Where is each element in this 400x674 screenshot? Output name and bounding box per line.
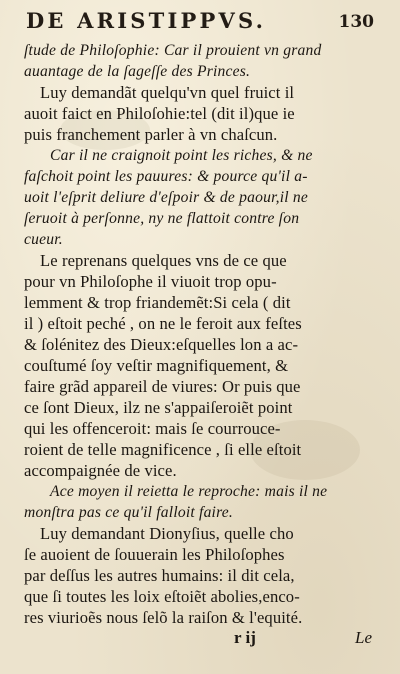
body-text (24, 40, 380, 628)
text-line: ſe auoient de ſouuerain les Philoſophes (24, 545, 285, 564)
text-line: accompaignée de vice. (24, 461, 177, 480)
text-line: ſeruoit à perſonne, ny ne flattoit contre ſon (24, 210, 300, 227)
page-header (26, 8, 382, 36)
text-line: faſchoit point les pauures: & pource qu'il a- (24, 168, 308, 185)
text-line: faire grãd appareil de viures: Or puis que (24, 377, 301, 396)
catchword: Le (355, 628, 372, 647)
text-line: qui les offenceroit: mais ſe courrouce- (24, 419, 281, 438)
text-line: & ſolénitez des Dieux:eſquelles lon a ac- (24, 335, 299, 354)
text-line: auantage de la ſageſſe des Princes. (24, 63, 251, 80)
text-line: il ) eſtoit peché , on ne le feroit aux feſtes (24, 314, 302, 333)
page-number: 130 (338, 12, 374, 32)
text-line: auoit faict en Philoſohie:tel (dit il)que ie (24, 104, 295, 123)
text-line: que ſi toutes les loix eſtoiẽt abolies,enco- (24, 587, 300, 606)
text-line: Luy demandant Dionyſius, quelle cho (40, 524, 294, 543)
text-line: Car il ne craignoit point les riches, & ne (50, 147, 313, 164)
text-line: roient de telle magnificence , ſi elle eſtoit (24, 440, 302, 459)
text-line: monſtra pas ce qu'il falloit faire. (24, 504, 234, 521)
text-line: res viurioẽs nous ſelõ la raiſon & l'equité. (24, 608, 303, 627)
text-line: uoit l'eſprit deliure d'eſpoir & de paour,il ne (24, 189, 309, 206)
page-footer (24, 628, 380, 652)
text-line: Ace moyen il reietta le reproche: mais il ne (50, 483, 328, 500)
running-head: DE ARISTIPPVS. (26, 8, 267, 33)
text-line: puis franchement parler à vn chaſcun. (24, 125, 278, 144)
text-line: cueur. (24, 231, 63, 248)
text-line: ce ſont Dieux, ilz ne s'appaiſeroiẽt point (24, 398, 293, 417)
text-line: par deſſus les autres humains: il dit cela, (24, 566, 295, 585)
text-line: pour vn Philoſophe il viuoit trop opu- (24, 272, 277, 291)
text-line: Luy demandãt quelqu'vn quel fruict il (40, 83, 295, 102)
text-line: lemment & trop friandemẽt:Si cela ( dit (24, 293, 291, 312)
signature-mark: r ij (234, 628, 256, 647)
text-line: couſtumé ſoy veſtir magnifiquement, & (24, 356, 289, 375)
text-line: Le reprenans quelques vns de ce que (40, 251, 287, 270)
text-line: ſtude de Philoſophie: Car il prouient vn grand (24, 42, 322, 59)
